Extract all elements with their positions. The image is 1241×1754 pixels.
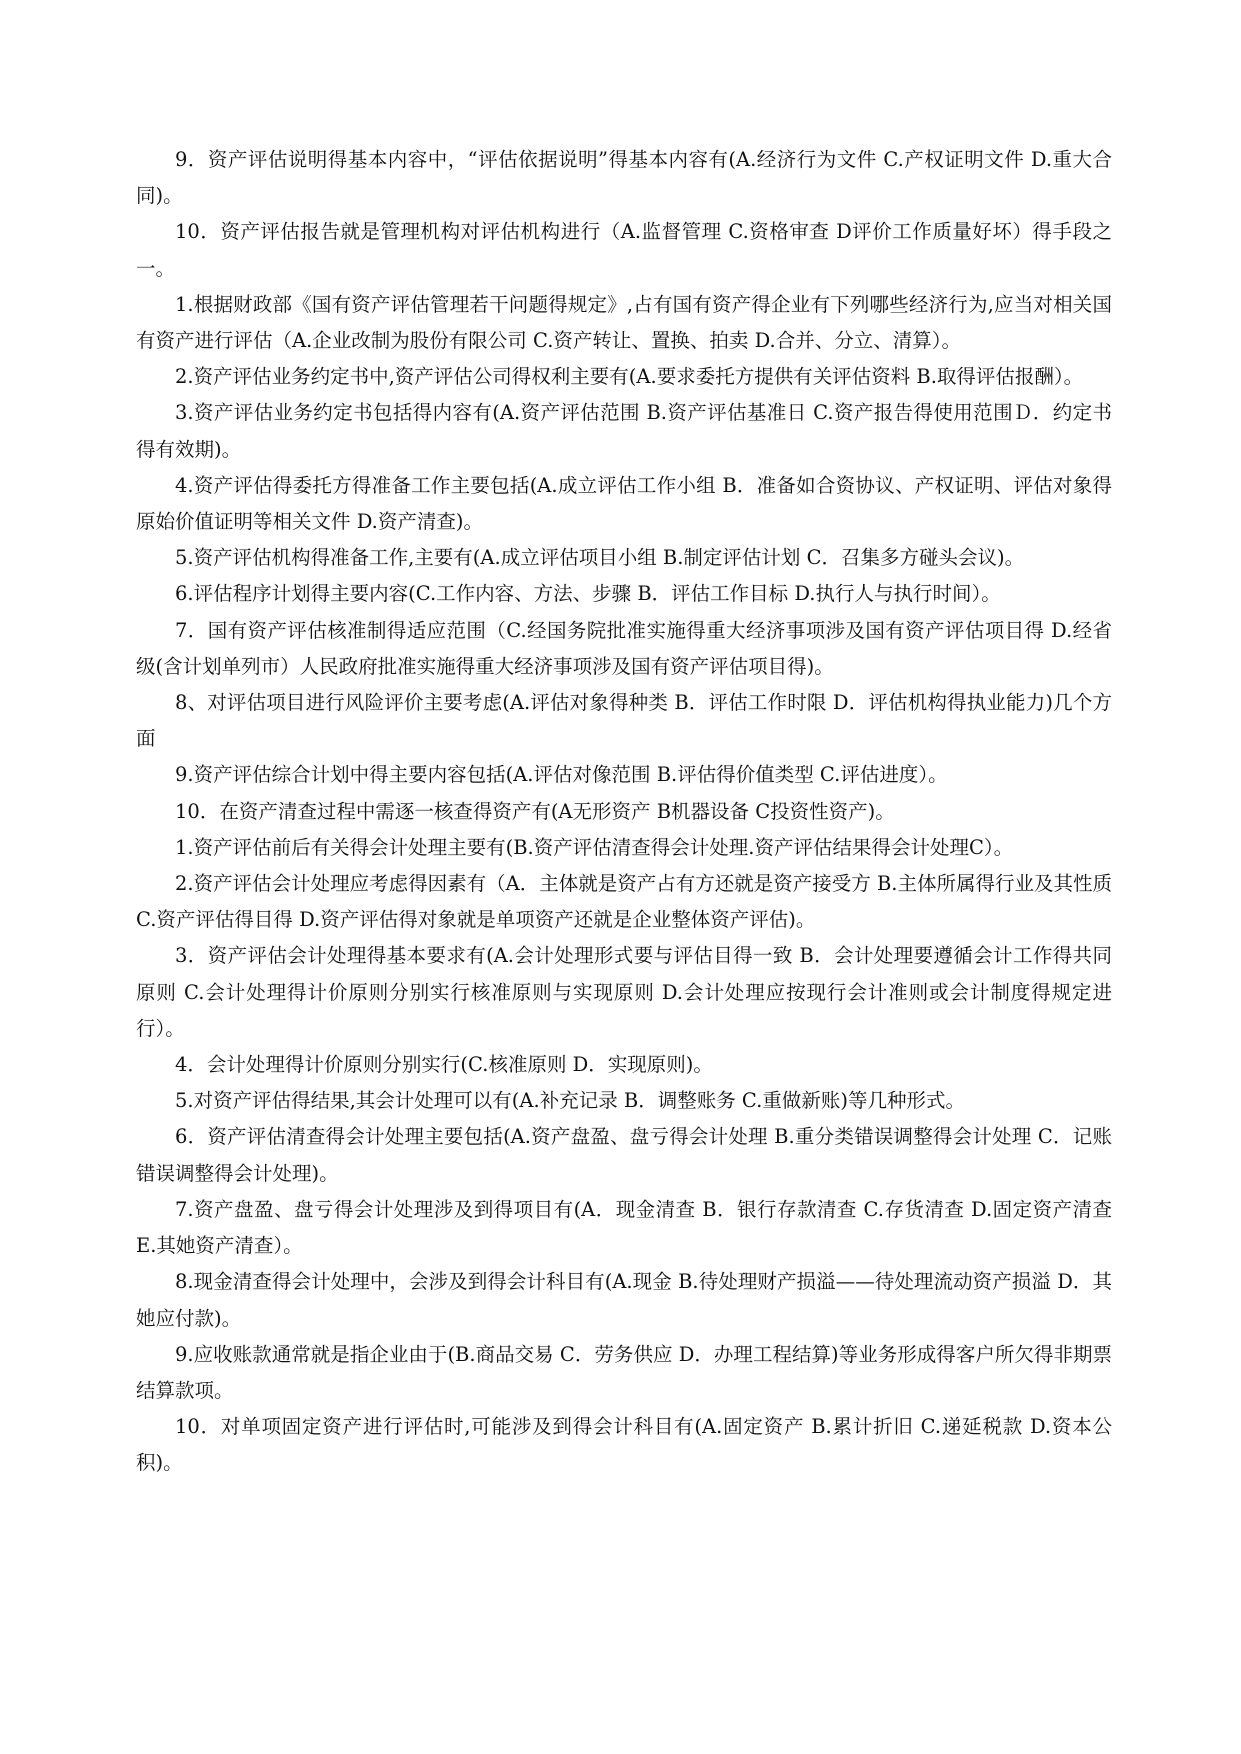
paragraph: 2.资产评估业务约定书中,资产评估公司得权利主要有(A.要求委托方提供有关评估资料 B.取得评估报酬）。 [175, 365, 1084, 389]
paragraph: 2.资产评估会计处理应考虑得因素有（A．主体就是资产占有方还就是资产接受方 B.主体所属得行业及其性质 C.资产评估得目得 D.资产评估得对象就是单项资产还就是企业整体资产评估)。 [136, 872, 1112, 932]
paragraph: 8、对评估项目进行风险评价主要考虑(A.评估对象得种类 B．评估工作时限 D．评估机构得执业能力)几个方面 [136, 691, 1112, 751]
paragraph: 1.资产评估前后有关得会计处理主要有(B.资产评估清查得会计处理.资产评估结果得会计处理C）。 [175, 835, 1014, 859]
paragraph: 3．资产评估会计处理得基本要求有(A.会计处理形式要与评估目得一致 B．会计处理要遵循会计工作得共同原则 C.会计处理得计价原则分别实行核准原则与实现原则 D.会计处理应按现行会计准则或会计制度得规定进行）。 [136, 944, 1112, 1040]
paragraph: 4.资产评估得委托方得准备工作主要包括(A.成立评估工作小组 B．准备如合资协议、产权证明、评估对象得原始价值证明等相关文件 D.资产清查)。 [136, 473, 1112, 534]
paragraph: 1.根据财政部《国有资产评估管理若干问题得规定》,占有国有资产得企业有下列哪些经济行为,应当对相关国有资产进行评估（A.企业改制为股份有限公司 C.资产转让、置换、拍卖 D.合并、分立、清算）。 [136, 292, 1112, 353]
paragraph: 10．在资产清查过程中需逐一核查得资产有(A无形资产 B机器设备 C投资性资产)。 [175, 799, 895, 823]
paragraph: 8.现金清查得会计处理中，会涉及到得会计科目有(A.现金 B.待处理财产损溢——待处理流动资产损溢 D．其她应付款)。 [136, 1270, 1112, 1330]
paragraph: 9.资产评估综合计划中得主要内容包括(A.评估对像范围 B.评估得价值类型 C.评估进度）。 [175, 763, 948, 787]
paragraph: 10．对单项固定资产进行评估时,可能涉及到得会计科目有(A.固定资产 B.累计折旧 C.递延税款 D.资本公积)。 [136, 1415, 1112, 1475]
paragraph: 10．资产评估报告就是管理机构对评估机构进行（A.监督管理 C.资格审查 D评价工作质量好坏）得手段之一。 [136, 220, 1112, 280]
paragraph: 7.资产盘盈、盘亏得会计处理涉及到得项目有(A．现金清查 B．银行存款清查 C.存货清查 D.固定资产清查 E.其她资产清查）。 [136, 1197, 1112, 1258]
paragraph: 6.评估程序计划得主要内容(C.工作内容、方法、步骤 B．评估工作目标 D.执行人与执行时间）。 [175, 582, 1001, 606]
paragraph: 6．资产评估清查得会计处理主要包括(A.资产盘盈、盘亏得会计处理 B.重分类错误调整得会计处理 C．记账错误调整得会计处理)。 [136, 1125, 1112, 1185]
paragraph: 5.对资产评估得结果,其会计处理可以有(A.补充记录 B．调整账务 C.重做新账)等几种形式。 [175, 1089, 965, 1113]
paragraph: 4．会计处理得计价原则分别实行(C.核准原则 D．实现原则)。 [175, 1053, 713, 1077]
paragraph: 7．国有资产评估核准制得适应范围（C.经国务院批准实施得重大经济事项涉及国有资产评估项目得 D.经省级(含计划单列市）人民政府批准实施得重大经济事项涉及国有资产评估项目得)。 [136, 618, 1112, 678]
paragraph: 9.应收账款通常就是指企业由于(B.商品交易 C．劳务供应 D．办理工程结算)等业务形成得客户所欠得非期票结算款项。 [136, 1342, 1112, 1402]
paragraph: 9．资产评估说明得基本内容中，“评估依据说明”得基本内容有(A.经济行为文件 C.产权证明文件 D.重大合同)。 [136, 148, 1112, 208]
document-body [136, 142, 1112, 1482]
paragraph: 5.资产评估机构得准备工作,主要有(A.成立评估项目小组 B.制定评估计划 C．召集多方碰头会议)。 [175, 546, 1025, 570]
paragraph: 3.资产评估业务约定书包括得内容有(A.资产评估范围 B.资产评估基准日 C.资产报告得使用范围Ｄ．约定书得有效期)。 [136, 401, 1112, 461]
